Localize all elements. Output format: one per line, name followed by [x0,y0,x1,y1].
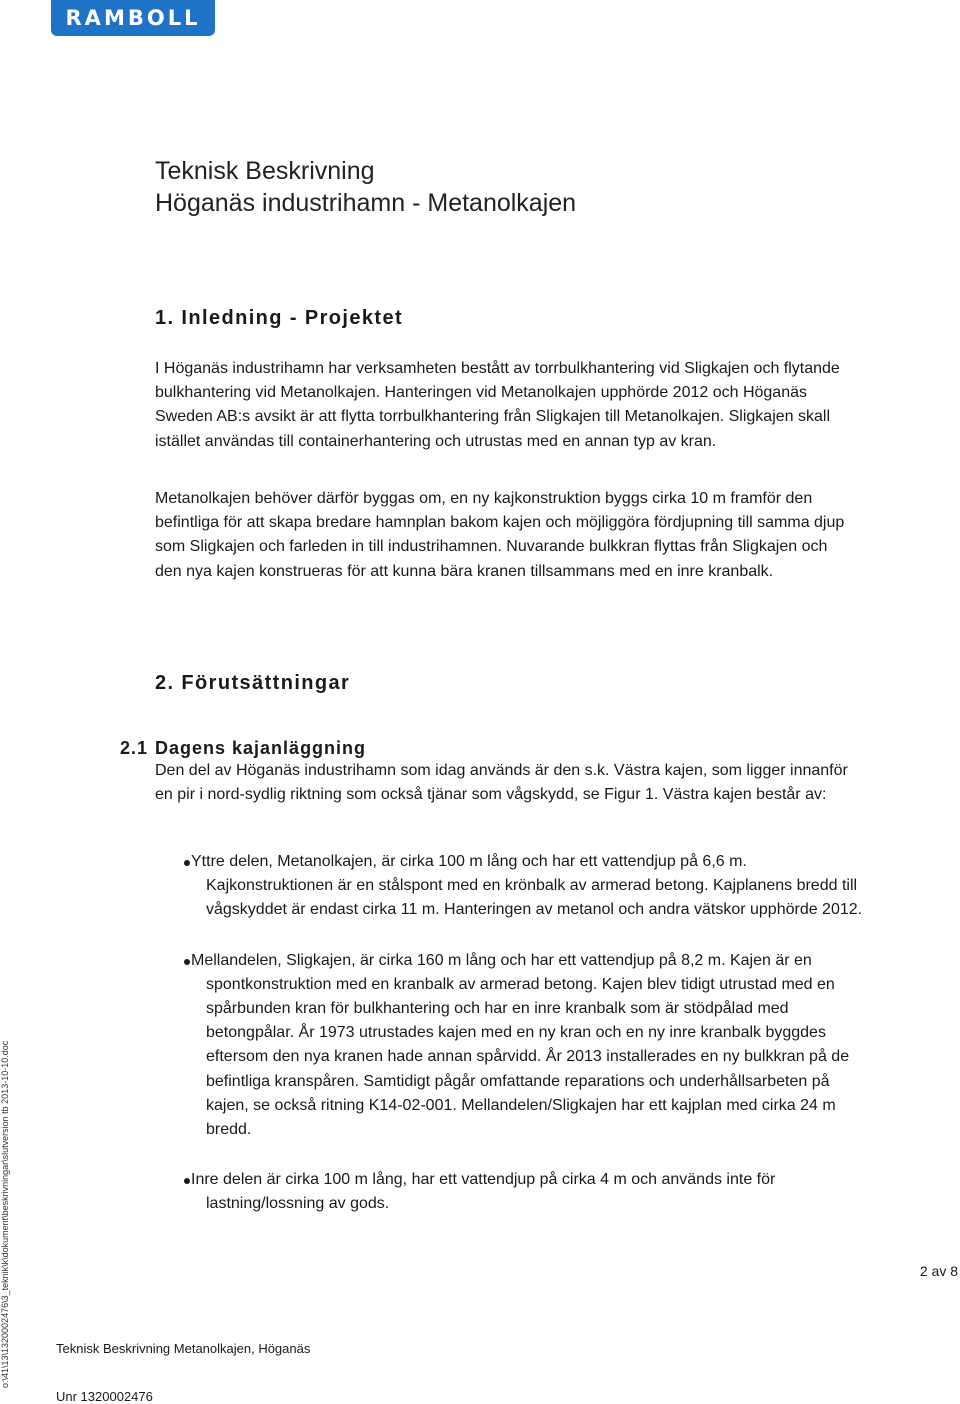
bullet-icon [184,959,190,965]
subsection-2-1-number: 2.1 [120,738,149,758]
bullet-icon [184,1178,190,1184]
subsection-2-1-title: Dagens kajanläggning [155,738,367,758]
list-item [184,949,864,1143]
list-item [184,1168,864,1216]
list-item [184,850,864,923]
list-item-text: Inre delen är cirka 100 m lång, har ett vattendjup på cirka 4 m och används inte för lastning/lossning av gods. [191,1171,776,1213]
section-1-paragraph-1: I Höganäs industrihamn har verksamheten bestått av torrbulkhantering vid Sligkajen och flytande bulkhantering vid Metanolkajen. Hanteringen vid Metanolkajen upphörde 2012 och Höganäs Sweden AB:s avsikt är att flytta torrbulkhantering från Sligkajen till Metanolkajen. Sligkajen skall istället användas till containerhantering och utrustas med en annan typ av kran. [155,360,840,450]
list-item-text: Yttre delen, Metanolkajen, är cirka 100 m lång och har ett vattendjup på 6,6 m. Kajkonstruktionen är en stålspont med en krönbalk av armerad betong. Kajplanens bredd till vågskyddet är endast cirka 11 m. Hanteringen av metanol och andra vätskor upphörde 2012. [191,853,863,919]
section-1-heading: 1. Inledning - Projektet [155,307,404,329]
document-title [155,155,576,219]
footer-document-title: Teknisk Beskrivning Metanolkajen, Höganäs [56,1341,311,1356]
section-2-heading: 2. Förutsättningar [155,672,351,694]
footer-unr: Unr 1320002476 [56,1389,153,1404]
bullet-list [184,850,864,1243]
list-item-text: Mellandelen, Sligkajen, är cirka 160 m lång och har ett vattendjup på 8,2 m. Kajen är en spontkonstruktion med en kranbalk av armerad betong. Kajen blev tidigt utrustad med en spårbunden kran för bulkhantering och har en inre kranbalk som är stödpålad med betongpålar. År 1973 utrustades kajen med en ny kran och en ny inre kranbalk byggdes eftersom den nya kranen hade annan spårvidd. År 2013 installerades en ny bulkkran på de befintliga kranspåren. Samtidigt pågår omfattande reparations och underhållsarbeten på kajen, se också ritning K14-02-001. Mellandelen/Sligkajen har ett kajplan med cirka 24 m bredd. [191,951,850,1139]
page-number: 2 av 8 [919,1263,958,1279]
ramboll-logo: RAMBOLL [51,0,215,36]
section-1-paragraph-2: Metanolkajen behöver därför byggas om, en ny kajkonstruktion byggs cirka 10 m framför den befintliga för att skapa bredare hamnplan bakom kajen och möjliggöra fördjupning till samma djup som Sligkajen och farleden in till industrihamnen. Nuvarande bulkkran flyttas från Sligkajen och den nya kajen konstrueras för att kunna bära kranen tillsammans med en inre kranbalk. [155,490,845,580]
side-file-path: o:\41\13\1320002476\3_teknik\k\dokument\beskrivningar\slutversion tb 2013-10-10.doc [0,1040,10,1388]
document-title-line2: Höganäs industrihamn - Metanolkajen [155,189,577,217]
bullet-icon [184,860,190,866]
subsection-2-1-paragraph: Den del av Höganäs industrihamn som idag används är den s.k. Västra kajen, som ligger innanför en pir i nord-sydlig riktning som också tjänar som vågskydd, se Figur 1. Västra kajen består av: [155,762,848,804]
document-title-line1: Teknisk Beskrivning [155,157,375,185]
